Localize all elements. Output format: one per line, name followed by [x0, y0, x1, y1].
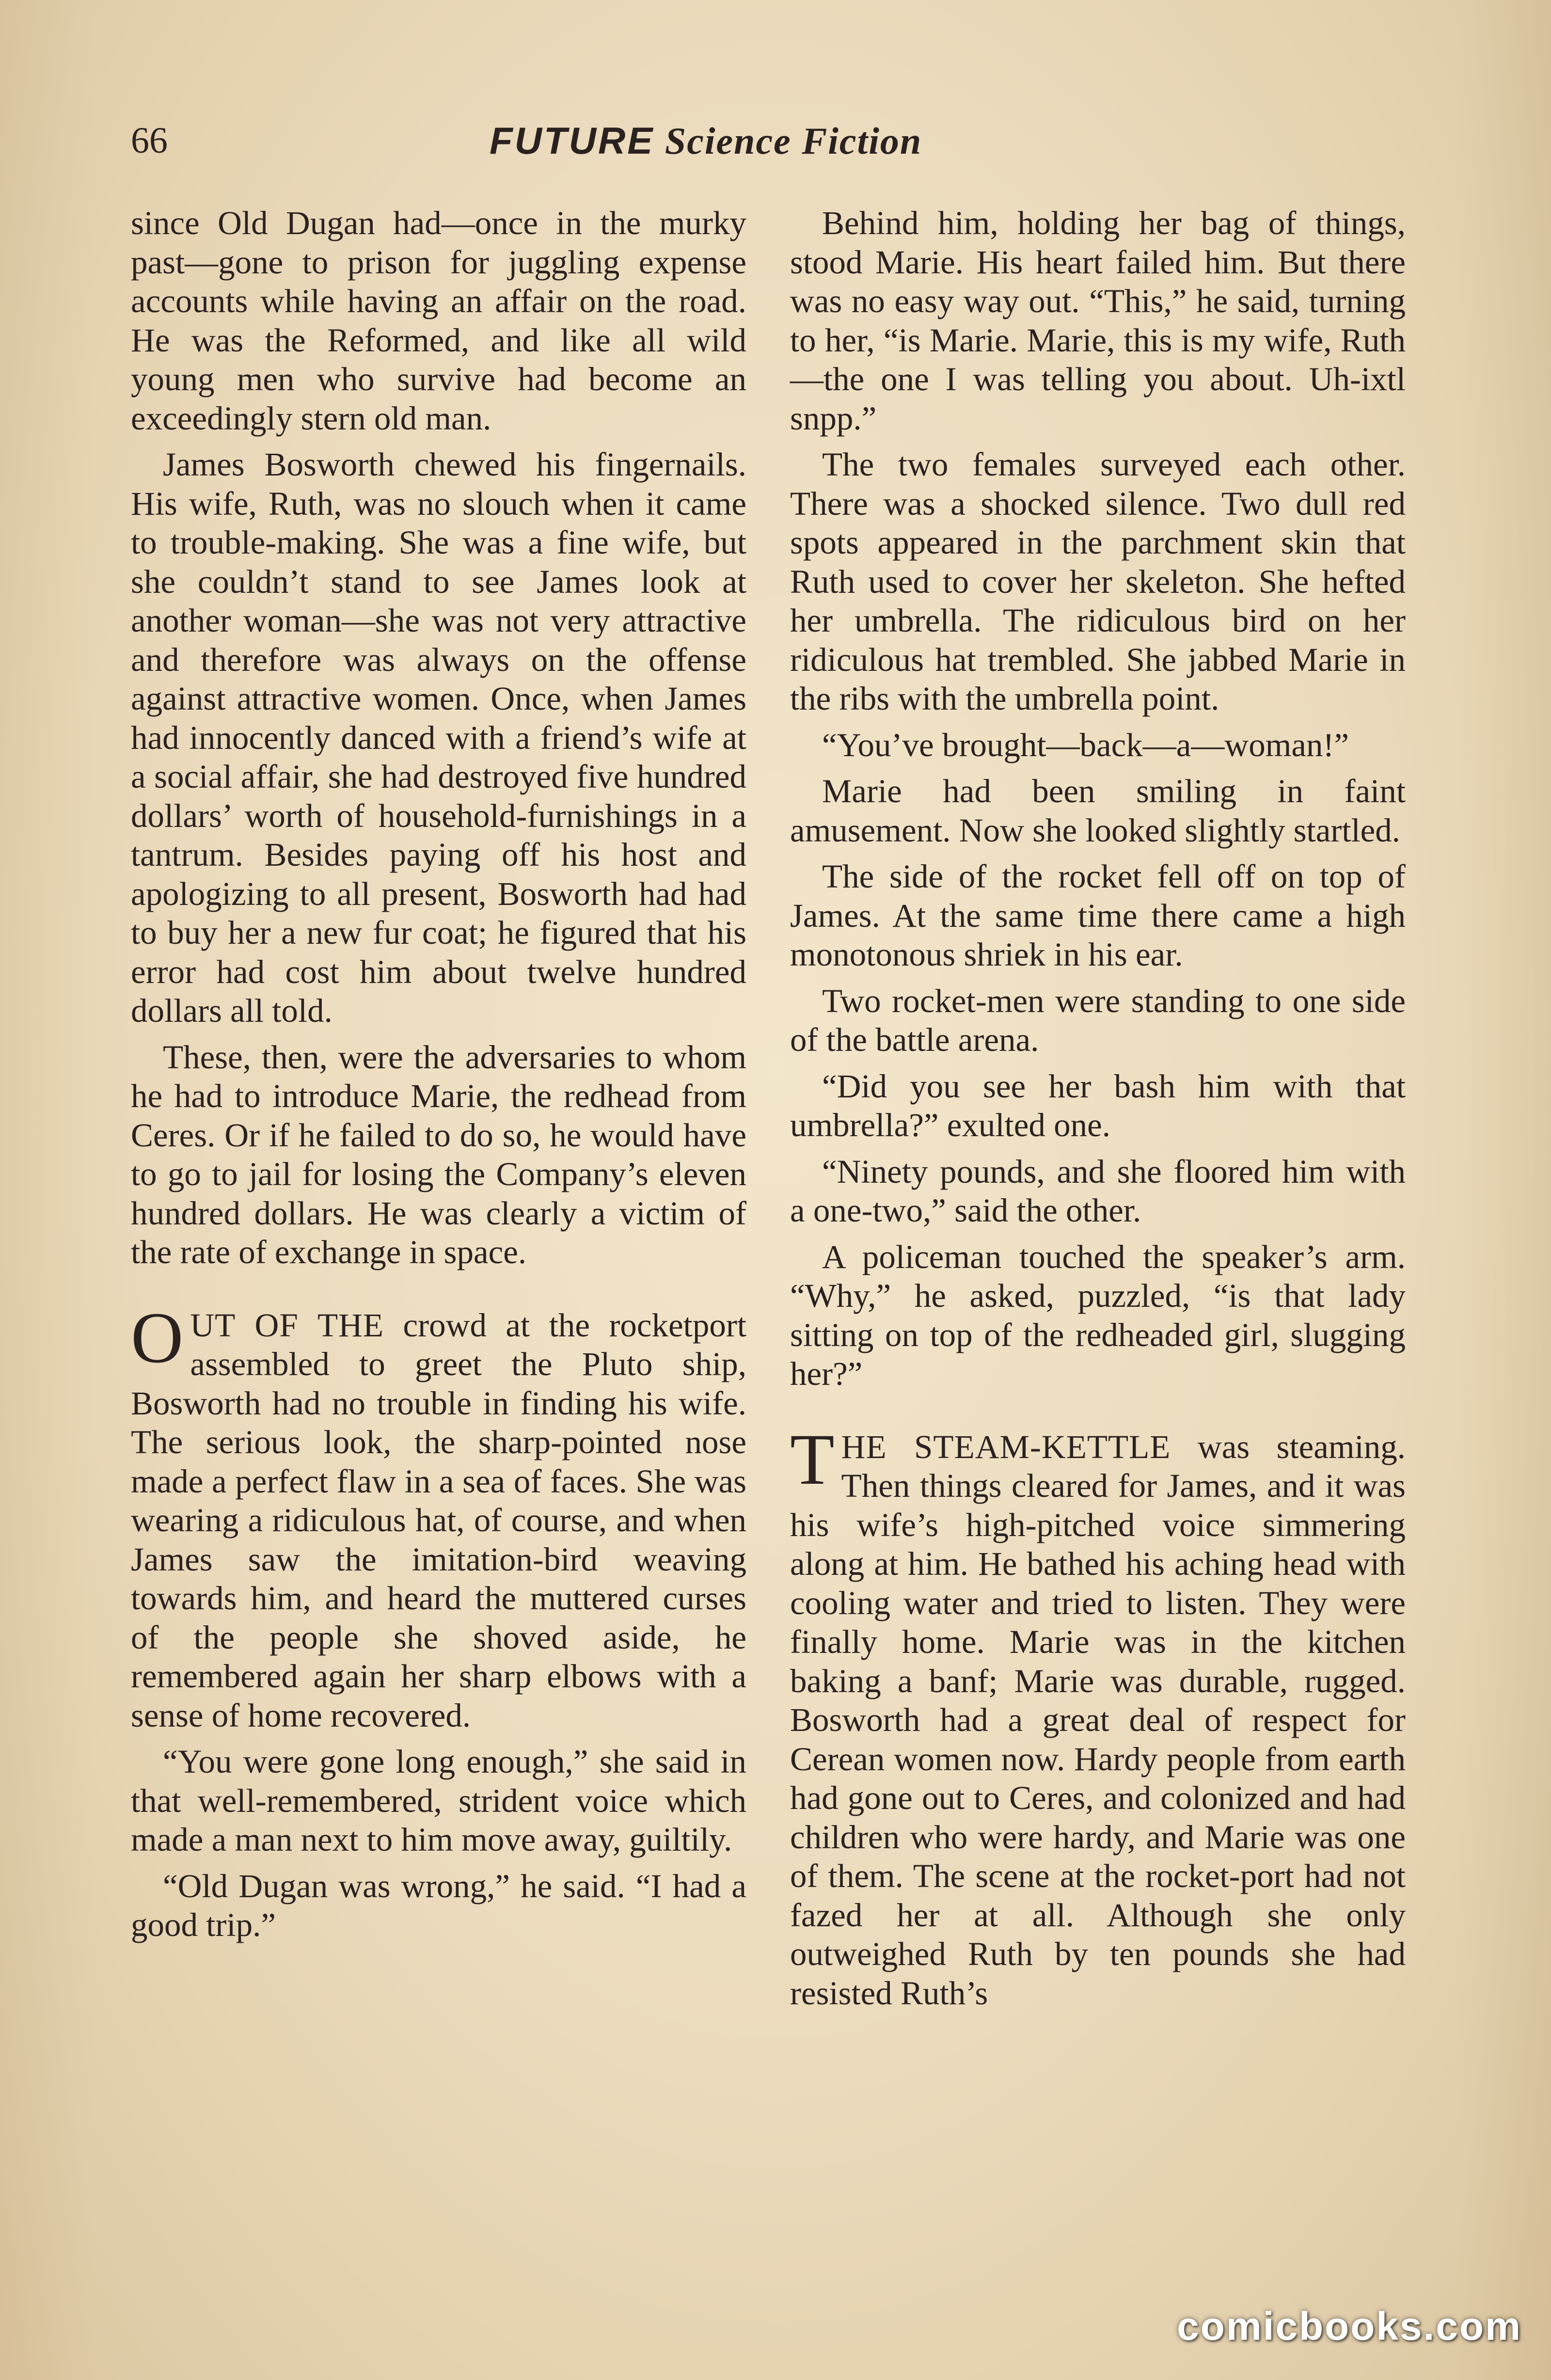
left-column: [131, 204, 746, 1952]
right-column: [790, 204, 1406, 2020]
magazine-brand: FUTURE: [490, 119, 655, 162]
paragraph: Marie had been smiling in faint amusement. Now she looked slightly startled.: [790, 773, 1406, 849]
paragraph: “Old Dugan was wrong,” he said. “I had a good trip.”: [131, 1867, 746, 1943]
magazine-subtitle: Science Fiction: [654, 120, 922, 162]
paragraph: “You were gone long enough,” she said in that well-remembered, strident voice which made a man next to him move away, guiltily.: [131, 1743, 746, 1858]
section-opening-paragraph: [790, 1419, 1406, 2013]
paragraph: A policeman touched the speaker’s arm. “Why,” he asked, puzzled, “is that lady sitting on top of the redheaded girl, slugging her?”: [790, 1238, 1406, 1392]
paragraph: Two rocket-men were standing to one side of the battle arena.: [790, 982, 1406, 1058]
paragraph: “Ninety pounds, and she floored him with a one-two,” said the other.: [790, 1153, 1406, 1229]
lead-in-caps: UT OF THE: [190, 1306, 384, 1344]
paragraph: “You’ve brought—back—a—woman!”: [822, 726, 1349, 763]
paragraph-text: crowd at the rocketport assembled to greet the Pluto ship, Bosworth had no trouble in finding his wife. The serious look, the sharp-pointed nose made a perfect flaw in a sea of faces. She was wearing a ridiculous hat, of course, and when James saw the imitation-bird weaving towards him, and heard the muttered curses of the people she shoved aside, he remembered again her sharp elbows with a sense of home recovered.: [131, 1306, 746, 1734]
paragraph: The side of the rocket fell off on top of James. At the same time there came a high monotonous shriek in his ear.: [790, 858, 1406, 973]
page-number: 66: [131, 120, 168, 161]
paragraph-text: was steaming. Then things cleared for James, and it was his wife’s high-pitched voice simmering along at him. He bathed his aching head with cooling water and tried to listen. They were finally home. Marie was in the kitchen baking a banf; Marie was durable, rugged. Bosworth had a great deal of respect for Cerean women now. Hardy people from earth had gone out to Ceres, and colonized and had children who were hardy, and Marie was one of them. The scene at the rocket-port had not fazed her at all. Although she only outweighed Ruth by ten pounds she had resisted Ruth’s: [790, 1428, 1406, 2012]
paragraph: since Old Dugan had—once in the murky past—gone to prison for juggling expense accounts while having an affair on the road. He was the Reformed, and like all wild young men who survive had become an exceedingly stern old man.: [131, 205, 746, 437]
section-opening-paragraph: [131, 1297, 746, 1735]
drop-cap: O: [131, 1297, 184, 1378]
drop-cap: T: [790, 1419, 835, 1500]
paragraph: “Did you see her bash him with that umbrella?” exulted one.: [790, 1067, 1406, 1143]
site-watermark: comicbooks.com: [1177, 2304, 1522, 2348]
paragraph: These, then, were the adversaries to whom he had to introduce Marie, the redhead from Ceres. Or if he failed to do so, he would have to go to jail for losing the Company’s eleven hundred dollars. He was clearly a victim of the rate of exchange in space.: [131, 1038, 746, 1270]
page-header: [131, 116, 1512, 175]
magazine-title: [490, 116, 922, 165]
paragraph: The two females surveyed each other. There was a shocked silence. Two dull red spots appeared in the parchment skin that Ruth used to cover her skeleton. She hefted her umbrella. The ridiculous bird on her ridiculous hat trembled. She jabbed Marie in the ribs with the umbrella point.: [790, 446, 1406, 717]
paragraph: James Bosworth chewed his fingernails. His wife, Ruth, was no slouch when it came to trouble-making. She was a fine wife, but she couldn’t stand to see James look at another woman—she was not very attractive and therefore was always on the offense against attractive women. Once, when James had innocently danced with a friend’s wife at a social affair, she had destroyed five hundred dollars’ worth of household-furnishings in a tantrum. Besides paying off his host and apologizing to all present, Bosworth had had to buy her a new fur coat; he figured that his error had cost him about twelve hundred dollars all told.: [131, 446, 746, 1029]
paragraph: Behind him, holding her bag of things, stood Marie. His heart failed him. But there was no easy way out. “This,” he said, turning to her, “is Marie. Marie, this is my wife, Ruth—the one I was telling you about. Uh-ixtl snpp.”: [790, 205, 1406, 437]
lead-in-caps: HE STEAM-KETTLE: [841, 1428, 1171, 1465]
